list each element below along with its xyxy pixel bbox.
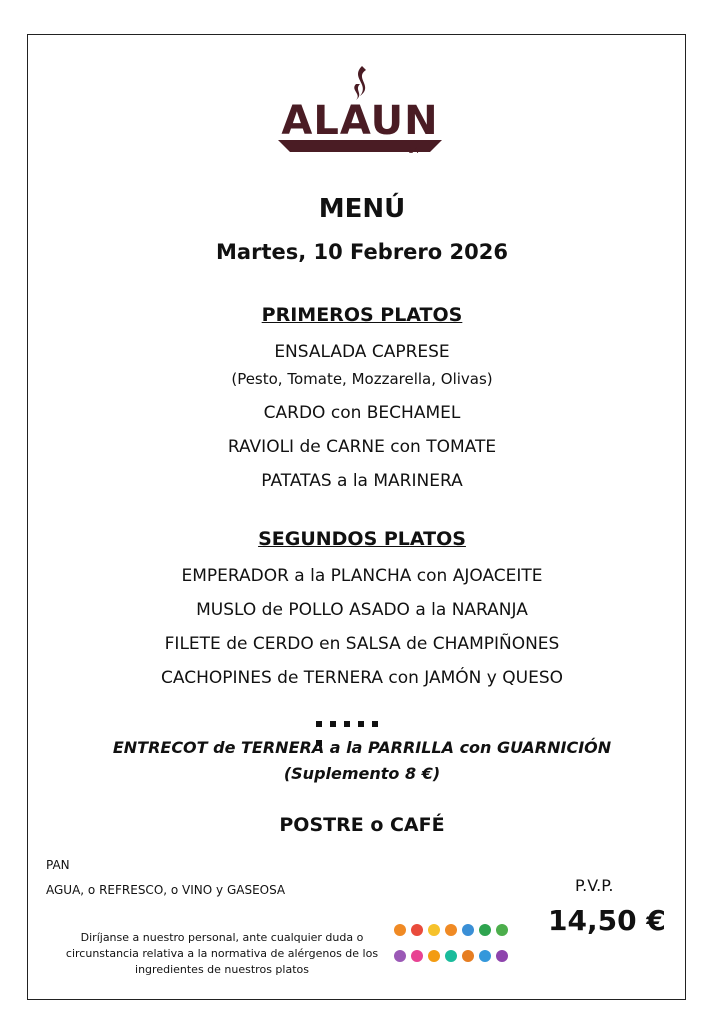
- postre-line: POSTRE o CAFÉ: [279, 814, 445, 836]
- allergen-icon: [394, 924, 406, 936]
- primeros-item: PATATAS a la MARINERA: [261, 471, 463, 491]
- allergen-icon: [411, 950, 423, 962]
- segundos-item: EMPERADOR a la PLANCHA con AJOACEITE: [181, 566, 543, 586]
- allergen-icon: [479, 950, 491, 962]
- segundos-heading: SEGUNDOS PLATOS: [258, 528, 466, 550]
- allergen-icon: [479, 924, 491, 936]
- logo-name: ALAUN: [281, 98, 439, 144]
- extra-item: PAN: [46, 858, 70, 872]
- allergen-icon: [462, 950, 474, 962]
- allergen-icon: [394, 950, 406, 962]
- restaurant-logo: [270, 62, 450, 162]
- primeros-item: ENSALADA CAPRESE: [274, 342, 450, 362]
- extra-item: AGUA, o REFRESCO, o VINO y GASEOSA: [46, 883, 286, 897]
- special-supplement: (Suplemento 8 €): [283, 764, 441, 783]
- price-label: P.V.P.: [575, 876, 614, 895]
- separator-dots: [316, 712, 396, 720]
- allergen-icon: [411, 924, 423, 936]
- allergen-icon: [462, 924, 474, 936]
- segundos-item: FILETE de CERDO en SALSA de CHAMPIÑONES: [164, 634, 560, 654]
- menu-title: MENÚ: [318, 194, 406, 224]
- logo-number: 14: [408, 146, 420, 156]
- allergen-icon: [496, 950, 508, 962]
- menu-date: Martes, 10 Febrero 2026: [216, 240, 508, 264]
- primeros-item: RAVIOLI de CARNE con TOMATE: [227, 437, 497, 457]
- allergen-icon: [445, 924, 457, 936]
- menu-frame: [27, 34, 686, 1000]
- allergen-disclaimer: Diríjanse a nuestro personal, ante cualquier duda o circunstancia relativa a la normativa de alérgenos de los ingredientes de nuestros platos: [65, 931, 379, 976]
- segundos-item: MUSLO de POLLO ASADO a la NARANJA: [196, 600, 528, 620]
- allergen-icon: [496, 924, 508, 936]
- allergen-icon: [428, 950, 440, 962]
- primeros-heading: PRIMEROS PLATOS: [261, 304, 463, 326]
- price-value: 14,50 €: [548, 904, 666, 937]
- primeros-item: CARDO con BECHAMEL: [263, 403, 461, 423]
- allergen-icon: [428, 924, 440, 936]
- special-dish: ENTRECOT de TERNERA a la PARRILLA con GUARNICIÓN: [112, 738, 612, 757]
- primeros-item-note: (Pesto, Tomate, Mozzarella, Olivas): [231, 370, 493, 388]
- segundos-item: CACHOPINES de TERNERA con JAMÓN y QUESO: [161, 668, 563, 688]
- allergen-icon: [445, 950, 457, 962]
- allergen-icons: [394, 924, 516, 976]
